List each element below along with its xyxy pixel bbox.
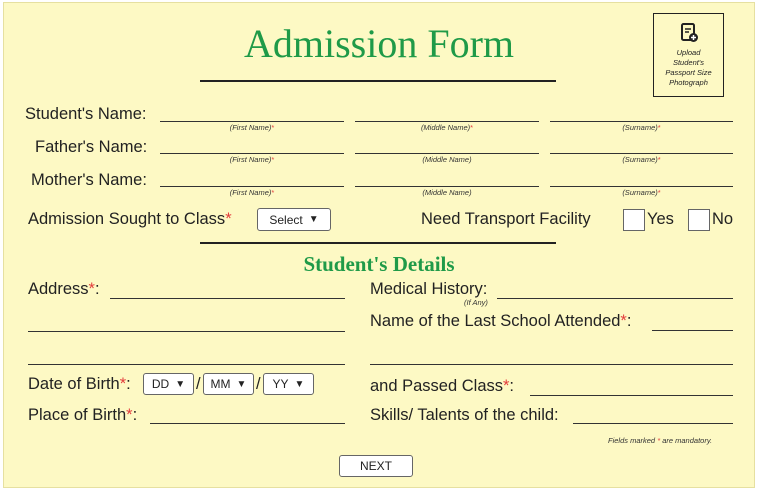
student-middle-name-hint: (Middle Name)*: [420, 123, 474, 132]
student-name-label: Student's Name:: [25, 105, 147, 123]
place-of-birth-input[interactable]: [150, 423, 345, 424]
skills-input[interactable]: [573, 423, 733, 424]
dropdown-arrow-icon: ▼: [175, 378, 186, 390]
student-surname-hint: (Surname)*: [622, 123, 661, 132]
father-first-name-hint: (First Name)*: [229, 155, 275, 164]
photo-upload-line-1: Upload: [676, 48, 701, 57]
mother-middle-name-hint: (Middle Name): [422, 188, 472, 197]
father-first-name-input[interactable]: [160, 153, 344, 154]
photo-upload-line-4: Photograph: [669, 78, 708, 87]
passed-class-label: and Passed Class*:: [370, 377, 515, 395]
medical-history-input[interactable]: [497, 298, 733, 299]
section-title: Student's Details: [303, 252, 455, 276]
dob-day-value: DD: [151, 377, 170, 391]
father-name-label: Father's Name:: [35, 138, 148, 156]
address-label: Address*:: [28, 280, 100, 298]
mother-name-label: Mother's Name:: [31, 171, 147, 189]
dropdown-arrow-icon: ▼: [236, 378, 247, 390]
dob-separator: /: [196, 375, 201, 393]
transport-label: Need Transport Facility: [421, 210, 591, 228]
address-input-line-3[interactable]: [28, 364, 345, 365]
dropdown-arrow-icon: ▼: [294, 378, 305, 390]
dropdown-arrow-icon: ▼: [308, 214, 319, 225]
medical-history-hint: (If Any): [464, 298, 488, 307]
class-sought-label: Admission Sought to Class*: [28, 210, 232, 228]
mother-first-name-hint: (First Name)*: [229, 188, 275, 197]
student-first-name-input[interactable]: [160, 121, 344, 122]
transport-yes-checkbox[interactable]: [623, 209, 645, 231]
mandatory-fields-note: Fields marked * are mandatory.: [608, 436, 713, 445]
father-surname-hint: (Surname)*: [622, 155, 661, 164]
transport-no-checkbox[interactable]: [688, 209, 710, 231]
medical-history-label: Medical History:: [370, 280, 488, 298]
photo-upload-box[interactable]: [653, 13, 724, 97]
form-title: Admission Form: [243, 21, 515, 66]
last-school-label: Name of the Last School Attended*:: [370, 312, 632, 330]
student-middle-name-input[interactable]: [355, 121, 539, 122]
address-input-line-1[interactable]: [110, 298, 345, 299]
photo-upload-line-3: Passport Size: [665, 68, 712, 77]
mother-first-name-input[interactable]: [160, 186, 344, 187]
mother-middle-name-input[interactable]: [355, 186, 539, 187]
title-underline: [200, 80, 556, 82]
dob-month-value: MM: [210, 377, 231, 391]
father-surname-input[interactable]: [550, 153, 733, 154]
student-surname-input[interactable]: [550, 121, 733, 122]
last-school-input-line-2[interactable]: [370, 364, 733, 365]
skills-label: Skills/ Talents of the child:: [370, 406, 559, 424]
passed-class-input[interactable]: [530, 395, 733, 396]
dob-month-select[interactable]: [203, 373, 254, 395]
dob-label: Date of Birth*:: [28, 375, 131, 393]
student-first-name-hint: (First Name)*: [229, 123, 275, 132]
place-of-birth-label: Place of Birth*:: [28, 406, 138, 424]
dob-day-select[interactable]: [143, 373, 194, 395]
father-middle-name-input[interactable]: [355, 153, 539, 154]
class-select-value: Select: [269, 212, 303, 227]
address-input-line-2[interactable]: [28, 331, 345, 332]
father-middle-name-hint: (Middle Name): [422, 155, 472, 164]
mother-surname-input[interactable]: [550, 186, 733, 187]
dob-year-select[interactable]: [263, 373, 314, 395]
mother-surname-hint: (Surname)*: [622, 188, 661, 197]
dob-separator: /: [256, 375, 261, 393]
section-divider: [200, 242, 556, 244]
dob-year-value: YY: [272, 377, 289, 391]
class-select[interactable]: [257, 208, 331, 231]
photo-upload-line-2: Student's: [672, 58, 705, 67]
document-upload-icon: [679, 23, 699, 43]
transport-yes-label: Yes: [647, 210, 674, 228]
next-button[interactable]: NEXT: [339, 455, 413, 477]
transport-no-label: No: [712, 210, 734, 228]
last-school-input-line-1[interactable]: [652, 330, 733, 331]
